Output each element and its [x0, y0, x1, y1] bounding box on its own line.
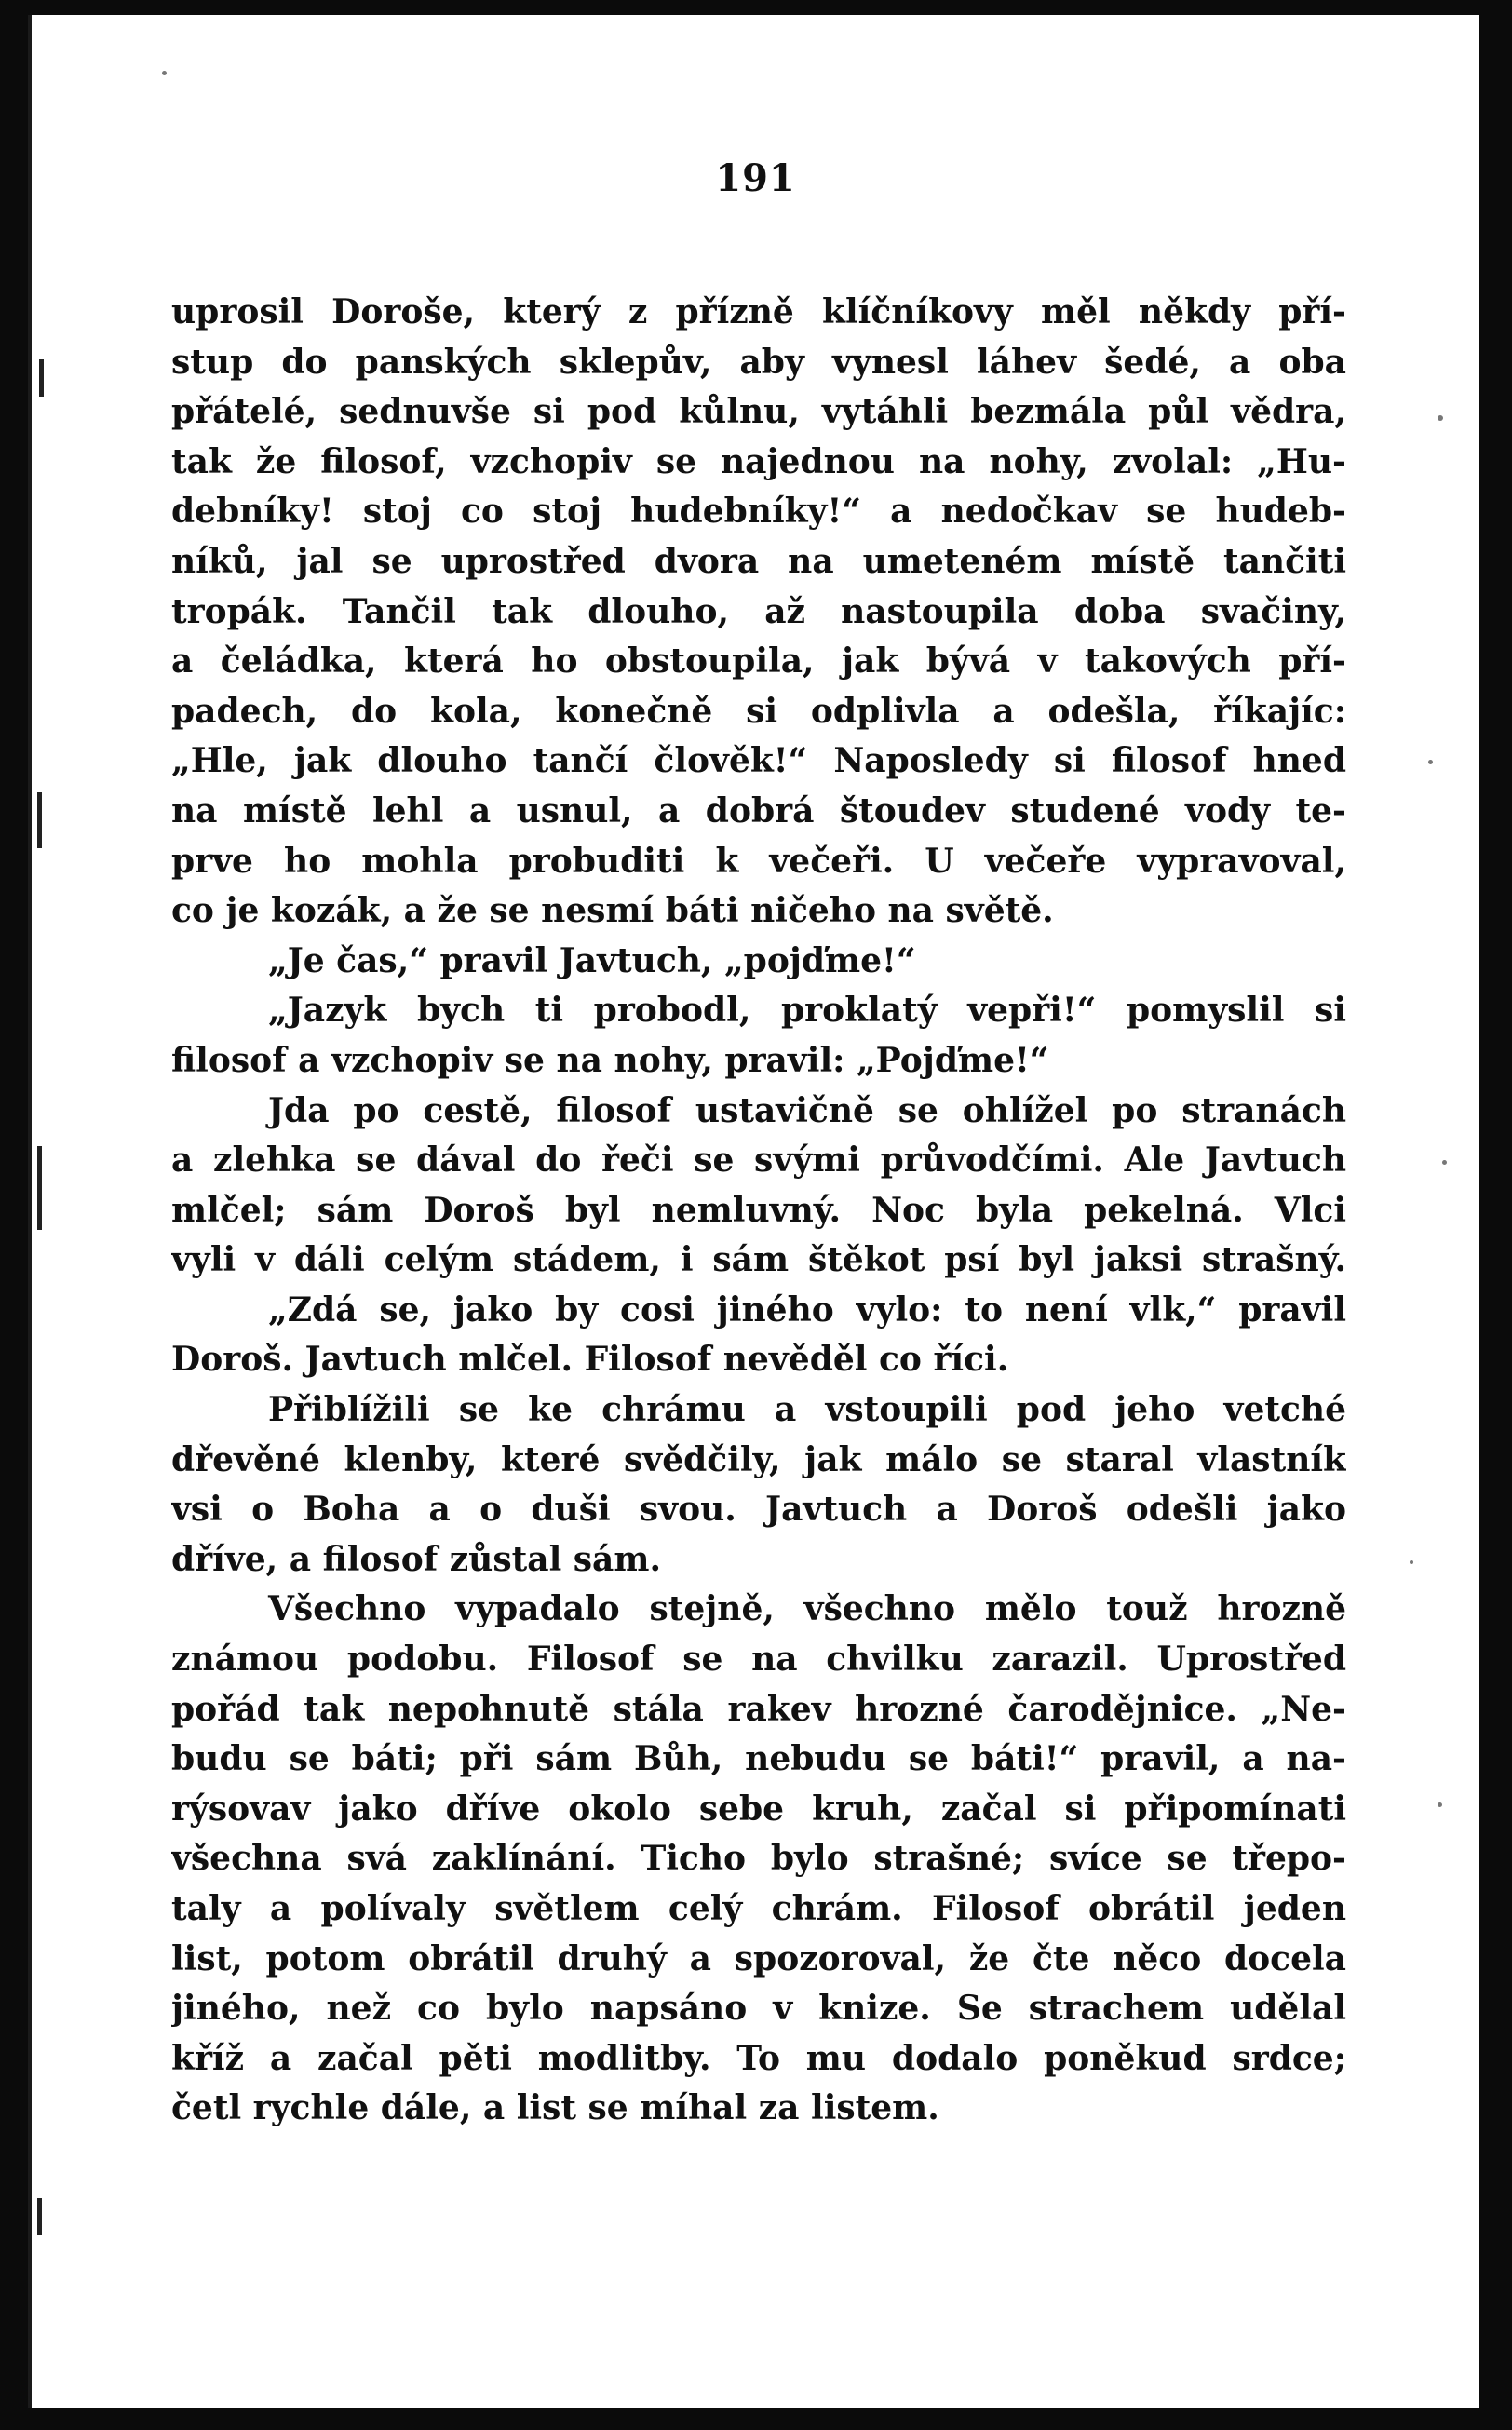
text-line: jiného, než co bylo napsáno v knize. Se strachem udělal	[171, 1989, 1346, 2029]
text-line: a zlehka se dával do řeči se svými průvodčími. Ale Javtuch	[171, 1141, 1346, 1181]
text-line: „Hle, jak dlouho tančí člověk!“ Naposledy si filosof hned	[171, 741, 1346, 781]
scan-speck	[1428, 760, 1433, 764]
text-line: dřevěné klenby, které svědčily, jak málo se staral vlastník	[171, 1439, 1346, 1479]
scan-edge-mark	[39, 359, 44, 397]
text-line: budu se báti; při sám Bůh, nebudu se báti!“ pravil, a na-	[171, 1739, 1346, 1779]
text-line: taly a polívaly světlem celý chrám. Filosof obrátil jeden	[171, 1889, 1346, 1928]
text-line: níků, jal se uprostřed dvora na umeteném místě tančiti	[171, 541, 1346, 581]
paper-sheet	[28, 15, 1479, 2408]
text-line: na místě lehl a usnul, a dobrá štoudev studené vody te-	[171, 790, 1346, 830]
text-line: debníky! stoj co stoj hudebníky!“ a nedočkav se hudeb-	[171, 492, 1346, 532]
text-line: Doroš. Javtuch mlčel. Filosof nevěděl co říci.	[171, 1340, 1009, 1380]
scan-speck	[1410, 1560, 1413, 1564]
text-line: rýsovav jako dříve okolo sebe kruh, začal si připomínati	[171, 1789, 1346, 1829]
text-line: známou podobu. Filosof se na chvilku zarazil. Uprostřed	[171, 1640, 1346, 1680]
text-line: co je kozák, a že se nesmí báti ničeho na světě.	[171, 891, 1054, 931]
text-line: „Zdá se, jako by cosi jiného vylo: to není vlk,“ pravil	[268, 1289, 1346, 1330]
text-line: „Jazyk bych ti probodl, proklatý vepři!“ pomyslil si	[268, 991, 1346, 1031]
scan-edge-mark	[37, 792, 42, 848]
text-line: Přiblížili se ke chrámu a vstoupili pod jeho vetché	[268, 1390, 1346, 1430]
text-line: tak že filosof, vzchopiv se najednou na nohy, zvolal: „Hu-	[171, 441, 1346, 481]
text-line: všechna svá zaklínání. Ticho bylo strašné; svíce se třepo-	[171, 1839, 1346, 1879]
text-line: mlčel; sám Doroš byl nemluvný. Noc byla pekelná. Vlci	[171, 1190, 1346, 1230]
scan-edge-mark	[37, 1146, 42, 1230]
text-line: četl rychle dále, a list se míhal za listem.	[171, 2088, 939, 2128]
text-line: prve ho mohla probuditi k večeři. U večeře vypravoval,	[171, 841, 1346, 881]
scan-speck	[1438, 1802, 1442, 1807]
text-line: Všechno vypadalo stejně, všechno mělo touž hrozně	[268, 1589, 1346, 1629]
scan-speck	[162, 71, 167, 75]
text-line: přátelé, sednuvše si pod kůlnu, vytáhli bezmála půl vědra,	[171, 392, 1346, 432]
text-line: „Je čas,“ pravil Javtuch, „pojďme!“	[268, 940, 916, 980]
text-line: filosof a vzchopiv se na nohy, pravil: „Pojďme!“	[171, 1040, 1049, 1080]
text-line: vsi o Boha a o duši svou. Javtuch a Doroš odešli jako	[171, 1490, 1346, 1530]
page-number: 191	[715, 156, 796, 200]
text-line: kříž a začal pěti modlitby. To mu dodalo poněkud srdce;	[171, 2038, 1346, 2078]
text-line: list, potom obrátil druhý a spozoroval, že čte něco docela	[171, 1938, 1346, 1978]
text-line: dříve, a filosof zůstal sám.	[171, 1539, 661, 1579]
text-line: vyli v dáli celým stádem, i sám štěkot psí byl jaksi strašný.	[171, 1240, 1346, 1280]
scan-speck	[1442, 1160, 1447, 1165]
text-line: Jda po cestě, filosof ustavičně se ohlížel po stranách	[268, 1090, 1346, 1130]
text-line: a čeládka, která ho obstoupila, jak bývá v takových pří-	[171, 641, 1346, 682]
text-line: pořád tak nepohnutě stála rakev hrozné čarodějnice. „Ne-	[171, 1689, 1346, 1729]
text-line: uprosil Doroše, který z přízně klíčníkovy měl někdy pří-	[171, 292, 1346, 331]
body-text	[171, 288, 1346, 2134]
text-line: stup do panských sklepův, aby vynesl láhev šedé, a oba	[171, 342, 1346, 382]
scan-edge-mark	[37, 2198, 42, 2235]
text-line: tropák. Tančil tak dlouho, až nastoupila doba svačiny,	[171, 591, 1346, 631]
text-line: padech, do kola, konečně si odplivla a odešla, říkajíc:	[171, 691, 1346, 731]
scan-speck	[1438, 415, 1443, 421]
